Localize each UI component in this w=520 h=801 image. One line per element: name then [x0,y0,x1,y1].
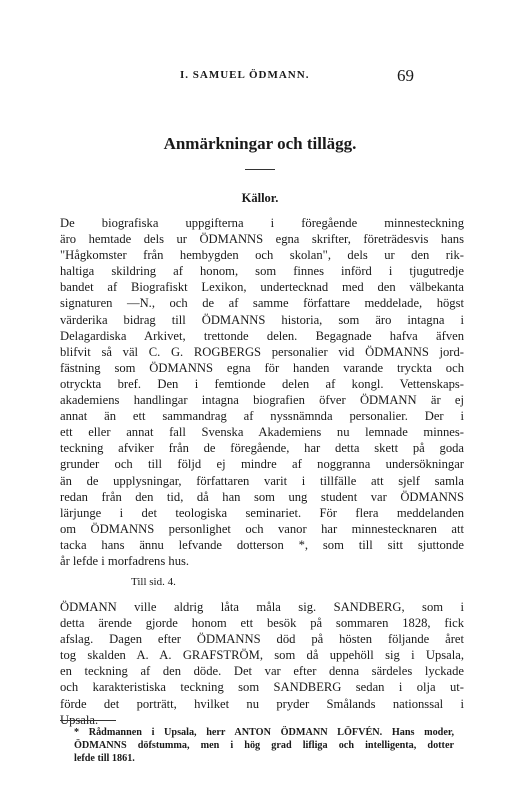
text-line: än de upplysningar, författaren varit i tillfälle att sjelf samla [60,473,464,488]
section-title: Anmärkningar och tillägg. [163,134,357,153]
paragraph-sources [60,215,464,569]
footnote [74,726,454,765]
text-line: detta ärende gjorde honom ett besök på sommaren 1828, fick [60,616,464,631]
text-line: äro hemtade dels ur ÖDMANNS egna skrifter, företrädesvis hans [60,232,464,247]
text-line: tog skalden A. A. GRAFSTRÖM, som då uppehöll sig i Upsala, [60,648,464,663]
subsection-title: Källor. [241,191,279,205]
text-line: en teckning af den döde. Det var efter denna särdeles lyckade [60,664,464,679]
text-line: "Hågkomster från hembygden och skolan", dels ur den rik- [60,248,464,263]
text-line: annat än ett sammandrag af nyssnämnda personalier. Der i [60,409,464,424]
footnote-divider [60,720,116,721]
text-line: ÖDMANN ville aldrig låta måla sig. SANDBERG, som i [60,600,464,614]
text-line: förde det porträtt, hvilket nu pryder Smålands nationssal i [60,696,464,711]
paragraph-portrait [60,599,464,728]
page-reference: Till sid. 4. [131,576,176,588]
text-line: teckning afviker från de föregående, har detta skett på goda [60,441,464,456]
text-line: ett eller annat fall Svenska Akademiens nu lemnade minnes- [60,425,464,440]
footnote-line: * Rådmannen i Upsala, herr ANTON ÖDMANN LÖFVÉN. Hans moder, [74,727,454,738]
text-line: bandet af Biografiskt Lexikon, undertecknad med den välbekanta [60,280,464,295]
text-line: lärjunge i det teologiska seminariet. För flera meddelanden [60,505,464,520]
text-line: signaturen —N., och de af samme författare meddelade, högst [60,296,464,311]
text-line: afslag. Dagen efter ÖDMANNS död på hösten följande året [60,632,464,647]
text-line: haltiga skildring af honom, som finnes införd i tjugutredje [60,264,464,279]
page-number: 69 [397,66,414,85]
text-line: om ÖDMANNS personlighet och vanor har minnestecknaren att [60,521,464,536]
footnote-line: ÖDMANNS döfstumma, men i hög grad lifliga och intelligenta, dotter [74,740,454,751]
text-line: tacka hans ännu lefvande dotterson *, som till sitt sjuttonde [60,537,464,552]
text-line: Delagardiska Arkivet, trettonde delen. Begagnade hafva äfven [60,328,464,343]
running-head [60,66,460,86]
footnote-line: lefde till 1861. [74,753,135,764]
text-line: De biografiska uppgifterna i föregående minnesteckning [60,216,464,230]
title-divider [245,169,275,170]
text-line: redan från den tid, då han som ung student var ÖDMANNS [60,489,464,504]
text-line: blifvit så väl C. G. ROGBERGS personalier vid ÖDMANNS jord- [60,344,464,359]
running-head-title: I. SAMUEL ÖDMANN. [180,69,310,81]
text-line: grunder och till följd ej mindre af noggranna undersökningar [60,457,464,472]
text-line: Upsala. [60,712,99,727]
text-line: och karakteristiska teckning som SANDBERG sedan i olja ut- [60,680,464,695]
text-line: värderika bidrag till ÖDMANNS historia, som äro intagna i [60,312,464,327]
text-line: akademiens handlingar intagna biografien öfver ÖDMANN är ej [60,393,464,408]
text-line: otryckta bref. Den i femtionde delen af kongl. Vettenskaps- [60,376,464,391]
text-line: fästning som ÖDMANNS egna för handen varande tryckta och [60,360,464,375]
text-line: år lefde i morfadrens hus. [60,553,190,568]
